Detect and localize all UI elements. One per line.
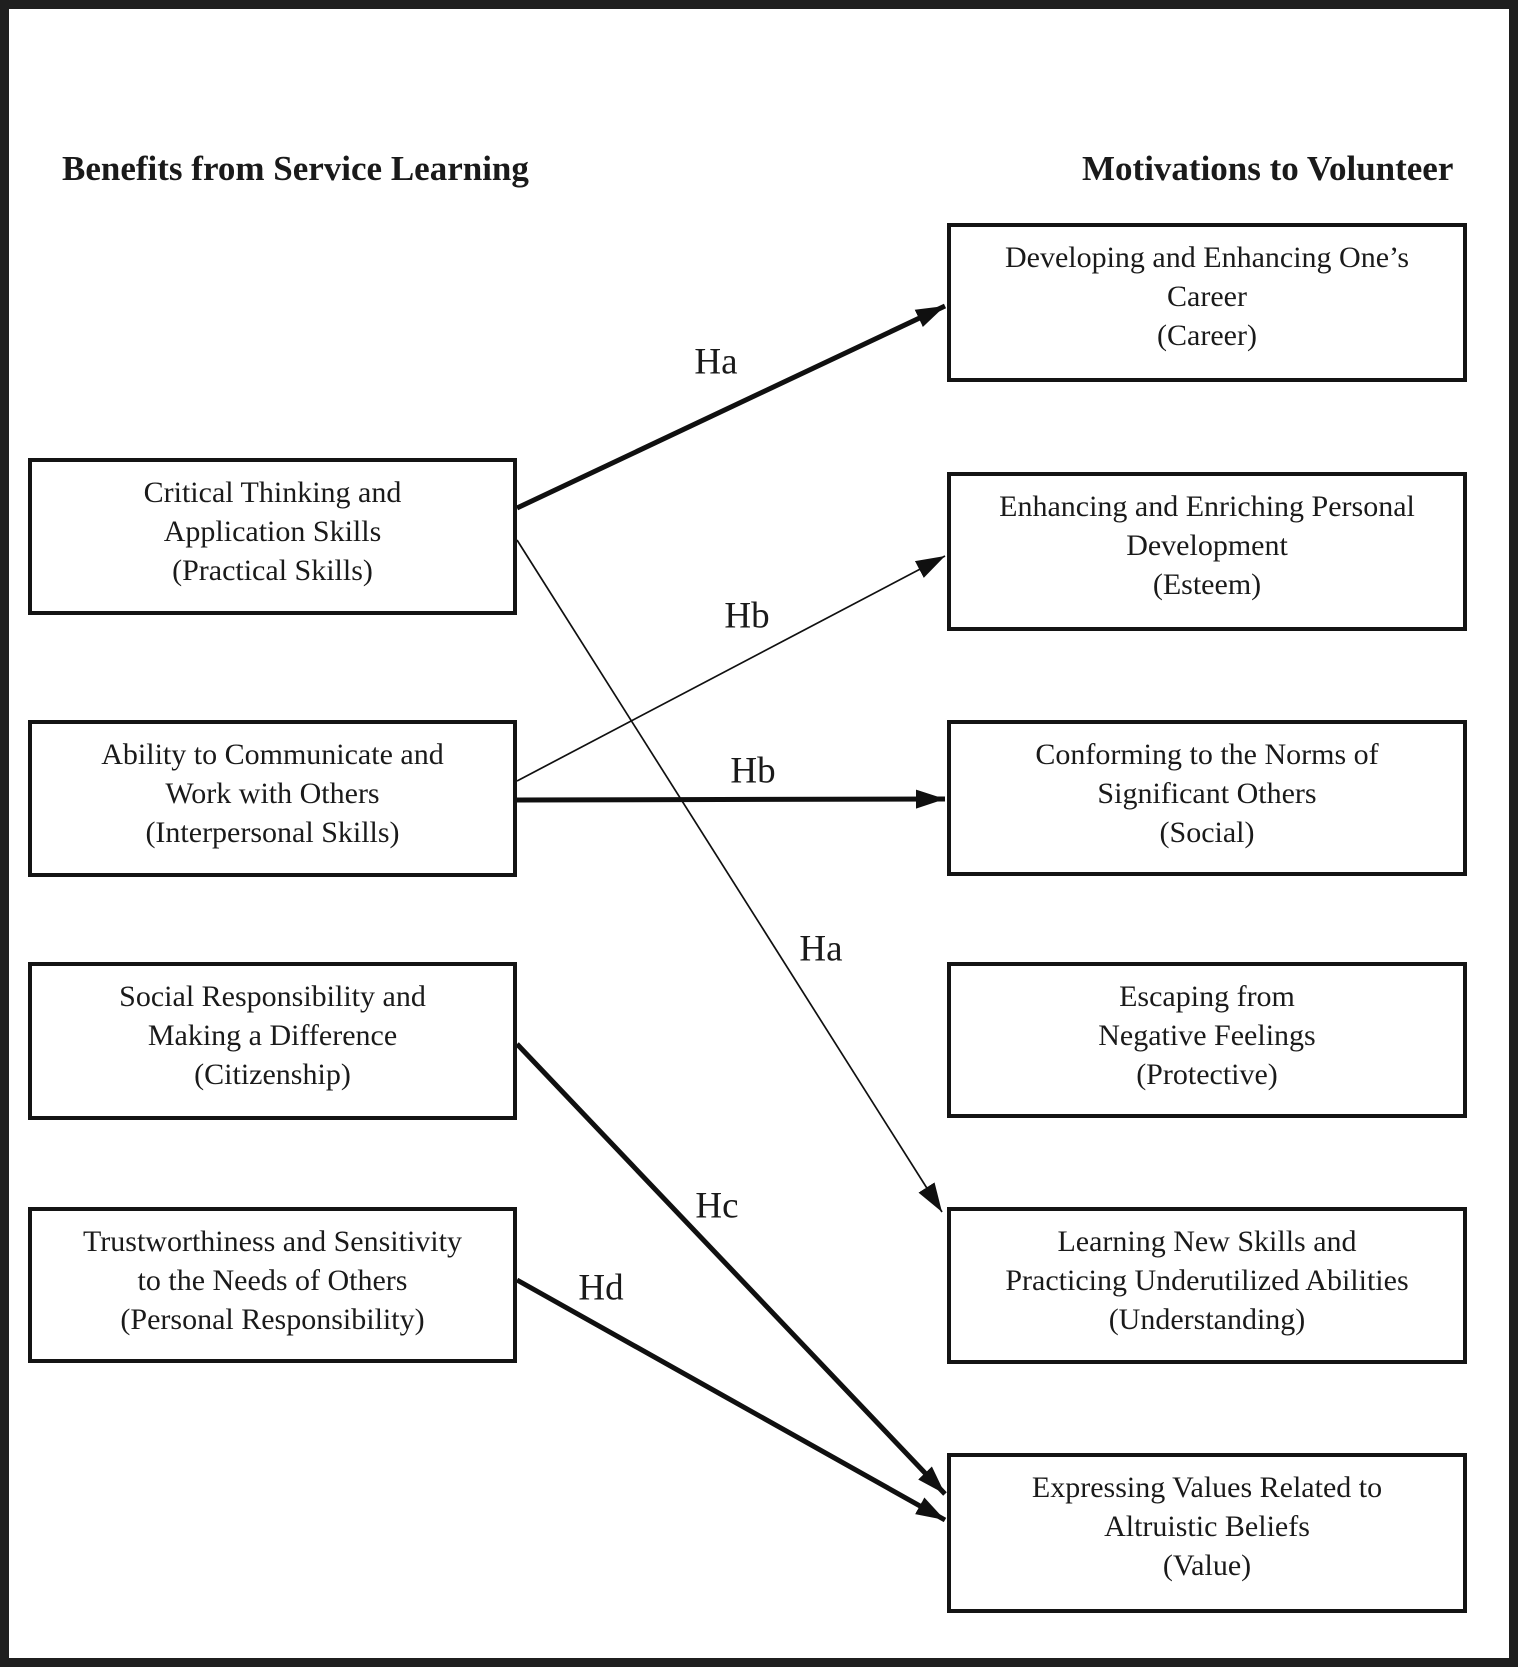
node-citizenship (28, 962, 517, 1120)
node-practical-skills-line-3: (Practical Skills) (172, 554, 373, 587)
node-citizenship-line-1: Social Responsibility and (119, 980, 426, 1013)
node-esteem-line-1: Enhancing and Enriching Personal (999, 490, 1415, 523)
node-interpersonal-skills-line-1: Ability to Communicate and (101, 738, 444, 771)
node-practical-skills-line-2: Application Skills (163, 515, 382, 548)
node-social (947, 720, 1467, 876)
node-understanding-line-1: Learning New Skills and (1057, 1225, 1357, 1258)
edge-label-ha-understanding: Ha (799, 928, 843, 970)
edge-hb-interpersonal-skills-to-esteem (517, 556, 945, 781)
node-value (947, 1453, 1467, 1613)
node-value-line-3: (Value) (1162, 1549, 1252, 1582)
node-protective-line-2: Negative Feelings (1098, 1019, 1316, 1052)
node-understanding-line-2: Practicing Underutilized Abilities (1005, 1264, 1409, 1297)
edge-label-hc-value: Hc (695, 1185, 739, 1227)
node-understanding (947, 1207, 1467, 1364)
node-interpersonal-skills-line-2: Work with Others (165, 777, 380, 810)
node-protective-line-1: Escaping from (1119, 980, 1295, 1013)
node-interpersonal-skills (28, 720, 517, 877)
node-career-line-3: (Career) (1157, 319, 1257, 352)
node-career (947, 223, 1467, 382)
right-column-header: Motivations to Volunteer (1082, 149, 1454, 188)
node-value-line-1: Expressing Values Related to (1031, 1471, 1383, 1504)
node-esteem-line-3: (Esteem) (1152, 568, 1262, 601)
node-citizenship-line-2: Making a Difference (147, 1019, 398, 1052)
edge-label-hb-esteem: Hb (724, 595, 770, 637)
node-social-line-1: Conforming to the Norms of (1035, 738, 1379, 771)
node-protective-line-3: (Protective) (1136, 1058, 1278, 1091)
edge-hb-interpersonal-skills-to-social (517, 799, 945, 800)
node-understanding-line-3: (Understanding) (1108, 1303, 1306, 1336)
node-esteem (947, 472, 1467, 631)
edge-hd-personal-responsibility-to-value (517, 1280, 945, 1520)
node-social-line-2: Significant Others (1097, 777, 1317, 810)
node-esteem-line-2: Development (1126, 529, 1288, 562)
node-practical-skills (28, 458, 517, 615)
node-practical-skills-line-1: Critical Thinking and (143, 476, 402, 509)
node-personal-responsibility (28, 1207, 517, 1363)
edge-label-hb-social: Hb (730, 750, 776, 792)
node-career-line-2: Career (1167, 280, 1247, 313)
left-column-header: Benefits from Service Learning (62, 149, 529, 188)
node-personal-responsibility-line-2: to the Needs of Others (137, 1264, 408, 1297)
edge-label-ha-career: Ha (694, 341, 738, 383)
edge-label-hd-value: Hd (578, 1267, 624, 1309)
node-protective (947, 962, 1467, 1118)
node-interpersonal-skills-line-3: (Interpersonal Skills) (145, 816, 400, 849)
node-social-line-3: (Social) (1159, 816, 1255, 849)
node-value-line-2: Altruistic Beliefs (1104, 1510, 1310, 1543)
node-personal-responsibility-line-3: (Personal Responsibility) (120, 1303, 425, 1336)
node-citizenship-line-3: (Citizenship) (194, 1058, 351, 1091)
edge-ha-practical-skills-to-career (517, 306, 945, 508)
node-personal-responsibility-line-1: Trustworthiness and Sensitivity (83, 1225, 462, 1258)
node-career-line-1: Developing and Enhancing One’s (1004, 241, 1410, 274)
